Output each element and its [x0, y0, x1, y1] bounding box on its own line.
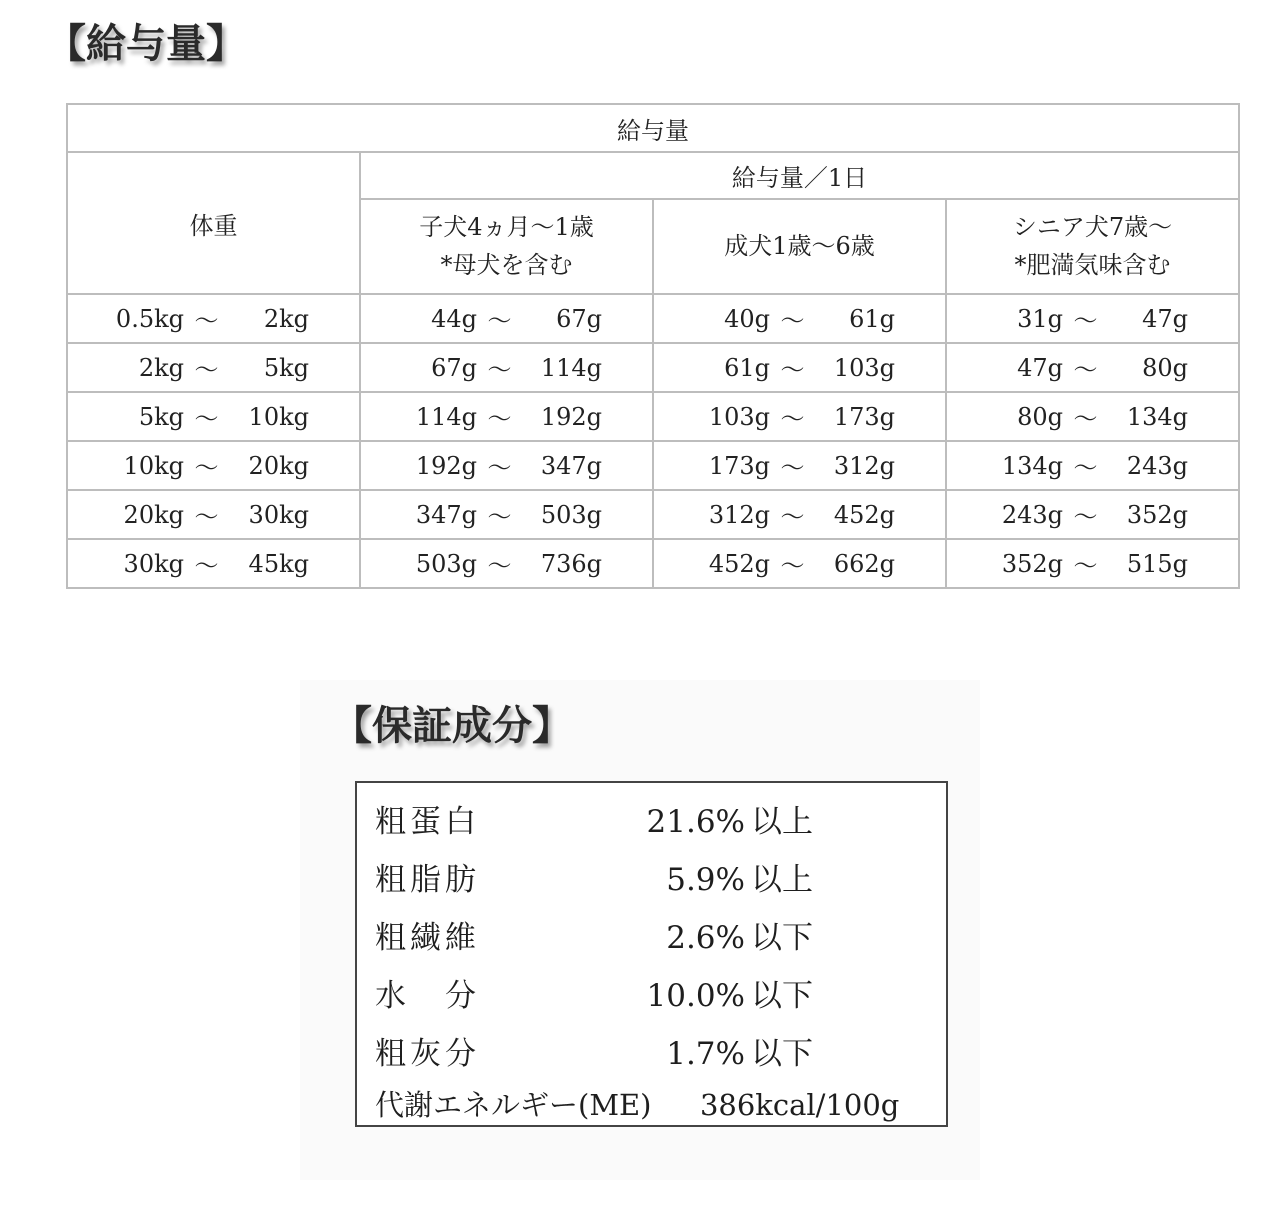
weight-cell	[67, 539, 360, 588]
senior-cell	[946, 539, 1239, 588]
range	[68, 301, 359, 336]
range-max: 47g	[1142, 304, 1188, 333]
analysis-label: 水 分	[375, 978, 480, 1014]
senior-cell	[946, 490, 1239, 539]
range-max: 10kg	[248, 402, 309, 431]
range-min: 0.5kg	[115, 304, 184, 333]
range	[361, 448, 652, 483]
analysis-value: 5.9%	[666, 862, 745, 898]
puppy-cell	[360, 441, 653, 490]
range-max: 173g	[833, 402, 895, 431]
range-min: 5kg	[138, 402, 184, 431]
adult-cell	[653, 441, 946, 490]
range-min: 503g	[415, 549, 477, 578]
senior-cell	[946, 294, 1239, 343]
column-header-line2: *母犬を含む	[440, 250, 573, 279]
range-max: 67g	[556, 304, 602, 333]
analysis-label: 粗繊維	[375, 920, 480, 956]
range-tilde: ～	[780, 503, 805, 531]
analysis-qualifier: 以上	[751, 804, 813, 840]
range-tilde: ～	[1073, 454, 1098, 482]
range	[361, 301, 652, 336]
range-tilde: ～	[780, 454, 805, 482]
range	[654, 497, 945, 532]
range-min: 47g	[1017, 353, 1063, 382]
table-row	[67, 490, 1239, 539]
range-min: 452g	[708, 549, 770, 578]
range-tilde: ～	[1073, 552, 1098, 580]
range-min: 30kg	[123, 549, 184, 578]
range-tilde: ～	[487, 405, 512, 433]
analysis-row	[375, 793, 946, 851]
analysis-label: 粗蛋白	[375, 804, 480, 840]
range	[947, 546, 1238, 581]
range	[68, 448, 359, 483]
range-min: 192g	[415, 451, 477, 480]
analysis-value: 1.7%	[666, 1036, 745, 1072]
weight-cell	[67, 490, 360, 539]
range-min: 10kg	[123, 451, 184, 480]
senior-cell	[946, 343, 1239, 392]
range-min: 173g	[708, 451, 770, 480]
range-max: 2kg	[263, 304, 309, 333]
range-min: 114g	[415, 402, 477, 431]
column-header-line1: シニア犬7歳～	[1012, 213, 1173, 242]
column-header-adult	[653, 199, 946, 294]
range-max: 312g	[833, 451, 895, 480]
range-min: 61g	[724, 353, 770, 382]
range-max: 45kg	[248, 549, 309, 578]
range-min: 40g	[724, 304, 770, 333]
range-min: 312g	[708, 500, 770, 529]
analysis-row	[375, 1025, 946, 1083]
range	[361, 546, 652, 581]
puppy-cell	[360, 490, 653, 539]
analysis-value: 21.6%	[646, 804, 745, 840]
range-max: 192g	[540, 402, 602, 431]
range	[947, 350, 1238, 385]
range-min: 103g	[708, 402, 770, 431]
range	[654, 546, 945, 581]
weight-cell	[67, 392, 360, 441]
range-max: 80g	[1142, 353, 1188, 382]
analysis-box	[355, 781, 948, 1127]
analysis-row	[375, 851, 946, 909]
range-tilde: ～	[1073, 307, 1098, 335]
range-tilde: ～	[1073, 503, 1098, 531]
senior-cell	[946, 441, 1239, 490]
range-tilde: ～	[780, 405, 805, 433]
range	[947, 399, 1238, 434]
weight-header: 体重	[67, 152, 360, 294]
weight-cell	[67, 294, 360, 343]
analysis-qualifier: 以下	[751, 978, 813, 1014]
column-header-line1: 子犬4ヵ月～1歳	[419, 213, 594, 242]
range-tilde: ～	[194, 405, 219, 433]
range-tilde: ～	[194, 307, 219, 335]
analysis-qualifier: 以下	[751, 1036, 813, 1072]
adult-cell	[653, 490, 946, 539]
puppy-cell	[360, 392, 653, 441]
table-row	[67, 392, 1239, 441]
range	[68, 350, 359, 385]
range	[654, 350, 945, 385]
feeding-table	[66, 103, 1240, 589]
range-max: 452g	[833, 500, 895, 529]
adult-cell	[653, 343, 946, 392]
column-header-senior	[946, 199, 1239, 294]
range-tilde: ～	[487, 307, 512, 335]
table-row	[67, 294, 1239, 343]
analysis-heading: 【保証成分】	[332, 702, 572, 749]
range-tilde: ～	[487, 503, 512, 531]
range-max: 503g	[540, 500, 602, 529]
analysis-qualifier: 以上	[751, 862, 813, 898]
table-row	[67, 441, 1239, 490]
range-tilde: ～	[780, 356, 805, 384]
range	[654, 399, 945, 434]
range-min: 44g	[431, 304, 477, 333]
range	[654, 301, 945, 336]
range-min: 67g	[431, 353, 477, 382]
range-min: 134g	[1001, 451, 1063, 480]
range	[947, 448, 1238, 483]
range-max: 134g	[1126, 402, 1188, 431]
range	[68, 399, 359, 434]
adult-cell	[653, 294, 946, 343]
range-min: 243g	[1001, 500, 1063, 529]
range-min: 31g	[1017, 304, 1063, 333]
range-tilde: ～	[194, 552, 219, 580]
range-min: 2kg	[138, 353, 184, 382]
range-tilde: ～	[780, 307, 805, 335]
range	[68, 497, 359, 532]
weight-cell	[67, 343, 360, 392]
analysis-label: 粗脂肪	[375, 862, 480, 898]
range-max: 5kg	[263, 353, 309, 382]
analysis-row	[375, 967, 946, 1025]
senior-cell	[946, 392, 1239, 441]
range	[654, 448, 945, 483]
adult-cell	[653, 392, 946, 441]
weight-cell	[67, 441, 360, 490]
range-tilde: ～	[1073, 405, 1098, 433]
range-max: 103g	[833, 353, 895, 382]
range-max: 662g	[833, 549, 895, 578]
analysis-value: 2.6%	[666, 920, 745, 956]
range-max: 114g	[540, 353, 602, 382]
range-min: 80g	[1017, 402, 1063, 431]
range-tilde: ～	[487, 552, 512, 580]
range-min: 20kg	[123, 500, 184, 529]
energy-label: 代謝エネルギー(ME)	[375, 1088, 652, 1122]
range-min: 352g	[1001, 549, 1063, 578]
range-max: 30kg	[248, 500, 309, 529]
range-tilde: ～	[487, 454, 512, 482]
daily-header: 給与量／1日	[360, 152, 1239, 199]
range-max: 515g	[1126, 549, 1188, 578]
puppy-cell	[360, 294, 653, 343]
range	[361, 497, 652, 532]
column-header-puppy	[360, 199, 653, 294]
range	[947, 301, 1238, 336]
range-tilde: ～	[487, 356, 512, 384]
analysis-label: 粗灰分	[375, 1036, 480, 1072]
range-max: 352g	[1126, 500, 1188, 529]
range-min: 347g	[415, 500, 477, 529]
analysis-qualifier: 以下	[751, 920, 813, 956]
column-header-line1: 成犬1歳～6歳	[724, 231, 875, 260]
range-max: 347g	[540, 451, 602, 480]
energy-row	[375, 1083, 899, 1124]
range	[361, 350, 652, 385]
puppy-cell	[360, 343, 653, 392]
analysis-value: 10.0%	[646, 978, 745, 1014]
range-max: 20kg	[248, 451, 309, 480]
feeding-heading: 【給与量】	[46, 20, 246, 67]
adult-cell	[653, 539, 946, 588]
range-max: 736g	[540, 549, 602, 578]
range	[361, 399, 652, 434]
range-max: 243g	[1126, 451, 1188, 480]
range-max: 61g	[849, 304, 895, 333]
energy-value: 386kcal/100g	[699, 1088, 900, 1122]
range-tilde: ～	[194, 454, 219, 482]
table-row	[67, 539, 1239, 588]
range-tilde: ～	[194, 356, 219, 384]
table-row	[67, 343, 1239, 392]
range	[947, 497, 1238, 532]
column-header-line2: *肥満気味含む	[1014, 250, 1171, 279]
analysis-row	[375, 909, 946, 967]
range	[68, 546, 359, 581]
table-title: 給与量	[67, 104, 1239, 152]
range-tilde: ～	[194, 503, 219, 531]
range-tilde: ～	[1073, 356, 1098, 384]
range-tilde: ～	[780, 552, 805, 580]
puppy-cell	[360, 539, 653, 588]
